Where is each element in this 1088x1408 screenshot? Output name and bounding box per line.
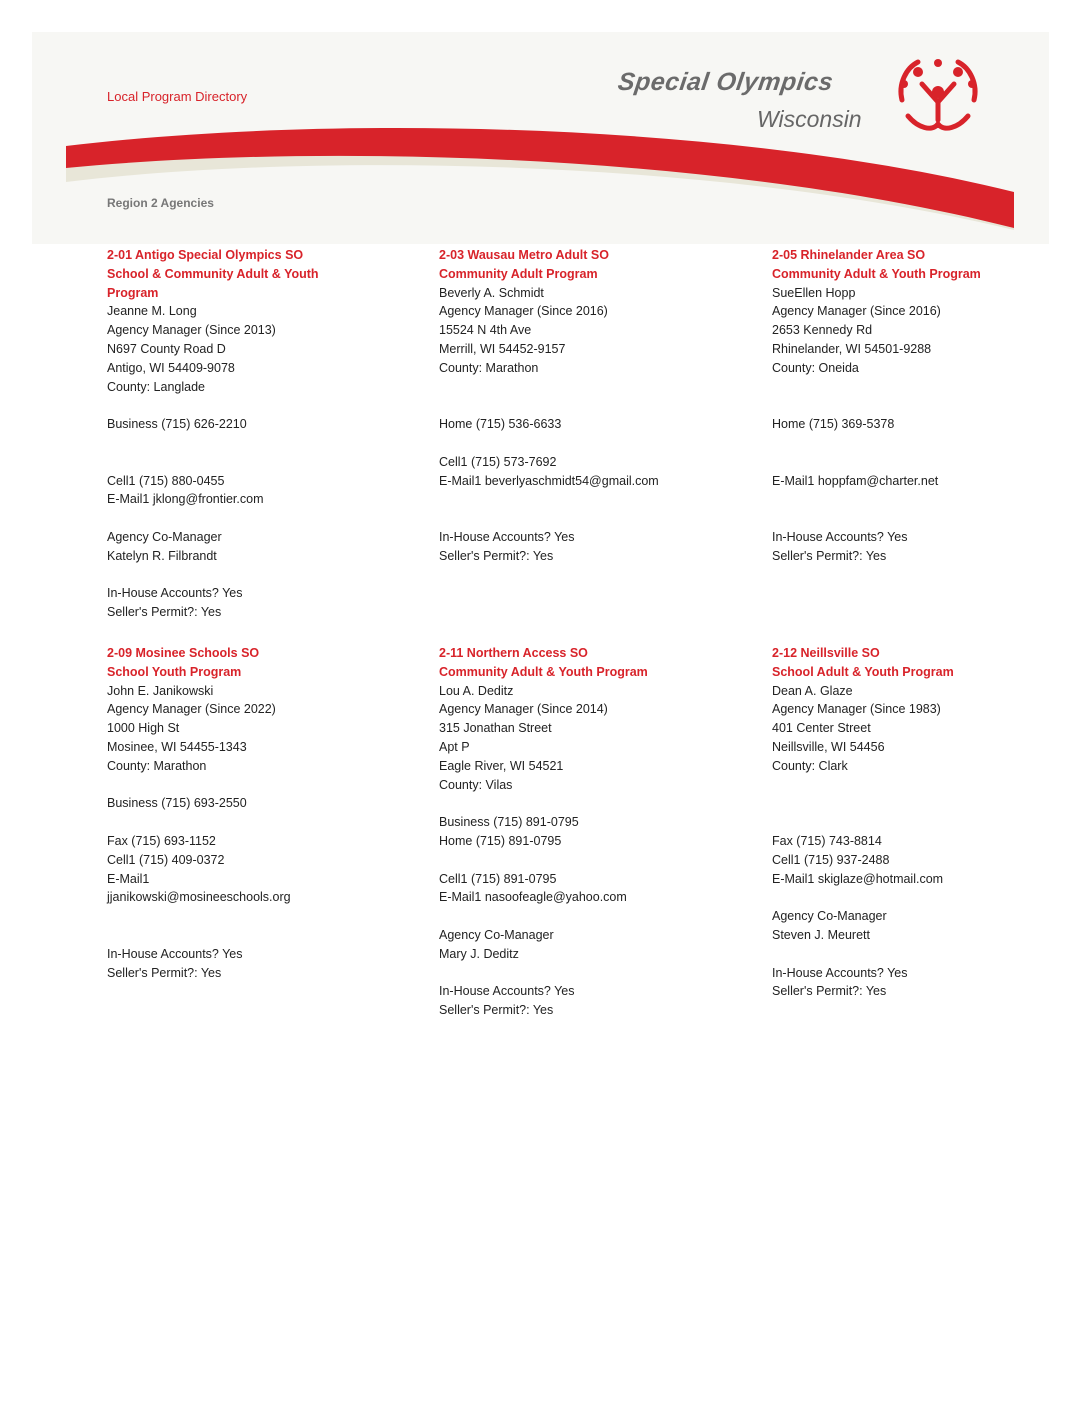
- agency-county: County: Langlade: [107, 379, 205, 394]
- agency-cell-phone: Cell1 (715) 409-0372: [107, 852, 225, 867]
- agency-comanager-title: Agency Co-Manager: [107, 529, 222, 544]
- agency-fax: Fax (715) 693-1152: [107, 833, 216, 848]
- agency-role: Agency Manager (Since 1983): [772, 702, 941, 717]
- agency-email-label: E-Mail1: [107, 871, 150, 886]
- agency-role: Agency Manager (Since 2022): [107, 702, 276, 717]
- agency-inhouse: In-House Accounts? Yes: [439, 984, 575, 999]
- agency-name: 2-12 Neillsville SO: [772, 646, 880, 660]
- agency-manager: Dean A. Glaze: [772, 683, 853, 698]
- agency-address: N697 County Road D: [107, 341, 226, 356]
- agency-card: [439, 644, 669, 1020]
- agency-business-phone: Business (715) 626-2210: [107, 417, 247, 432]
- agency-comanager-title: Agency Co-Manager: [772, 909, 887, 924]
- agency-cell-phone: Cell1 (715) 880-0455: [107, 473, 225, 488]
- agency-county: County: Marathon: [107, 758, 207, 773]
- region-title: Region 2 Agencies: [107, 196, 214, 210]
- agency-permit: Seller's Permit?: Yes: [439, 1003, 554, 1018]
- agency-program: Community Adult & Youth Program: [772, 266, 981, 281]
- agency-email[interactable]: E-Mail1 nasoofeagle@yahoo.com: [439, 890, 627, 905]
- agency-manager: Jeanne M. Long: [107, 304, 197, 319]
- agency-city: Mosinee, WI 54455-1343: [107, 739, 247, 754]
- agency-program: School Youth Program: [107, 664, 242, 679]
- agency-permit: Seller's Permit?: Yes: [772, 984, 887, 999]
- agency-program: School Adult & Youth Program: [772, 664, 954, 679]
- agency-address: 15524 N 4th Ave: [439, 323, 532, 338]
- agency-card: [107, 246, 337, 622]
- agency-county: County: Clark: [772, 758, 848, 773]
- agency-address: 315 Jonathan Street: [439, 721, 552, 736]
- agency-fax: Fax (715) 743-8814: [772, 833, 882, 848]
- agency-inhouse: In-House Accounts? Yes: [107, 586, 243, 601]
- agency-address: 2653 Kennedy Rd: [772, 323, 873, 338]
- agency-manager: Beverly A. Schmidt: [439, 285, 544, 300]
- agency-email[interactable]: E-Mail1 jklong@frontier.com: [107, 492, 264, 507]
- agency-address-2: Apt P: [439, 739, 470, 754]
- brand-name: Special Olympics: [616, 68, 836, 96]
- agency-name: 2-01 Antigo Special Olympics SO: [107, 248, 304, 262]
- agency-name: 2-03 Wausau Metro Adult SO: [439, 248, 609, 262]
- agency-email[interactable]: E-Mail1 skiglaze@hotmail.com: [772, 871, 944, 886]
- agency-comanager: Katelyn R. Filbrandt: [107, 548, 217, 563]
- agency-county: County: Marathon: [439, 360, 539, 375]
- agency-city: Merrill, WI 54452-9157: [439, 341, 566, 356]
- agency-role: Agency Manager (Since 2016): [439, 304, 608, 319]
- agency-county: County: Oneida: [772, 360, 859, 375]
- agency-city: Rhinelander, WI 54501-9288: [772, 341, 932, 356]
- agency-city: Antigo, WI 54409-9078: [107, 360, 235, 375]
- agency-role: Agency Manager (Since 2016): [772, 304, 941, 319]
- agency-inhouse: In-House Accounts? Yes: [772, 965, 908, 980]
- agency-cell-phone: Cell1 (715) 573-7692: [439, 454, 557, 469]
- agency-address: 1000 High St: [107, 721, 180, 736]
- agency-email[interactable]: E-Mail1 beverlyaschmidt54@gmail.com: [439, 473, 659, 488]
- agency-name: 2-09 Mosinee Schools SO: [107, 646, 260, 660]
- agency-manager: SueEllen Hopp: [772, 285, 856, 300]
- agency-city: Neillsville, WI 54456: [772, 739, 885, 754]
- agency-card: [107, 644, 337, 982]
- agency-business-phone: Business (715) 693-2550: [107, 796, 247, 811]
- page-header: [32, 32, 1049, 244]
- special-olympics-figure-icon: [892, 54, 984, 136]
- agency-comanager: Mary J. Deditz: [439, 946, 519, 961]
- agency-county: County: Vilas: [439, 777, 513, 792]
- agency-permit: Seller's Permit?: Yes: [107, 605, 222, 620]
- agency-program: Community Adult Program: [439, 266, 598, 281]
- directory-title: Local Program Directory: [107, 89, 248, 104]
- agency-permit: Seller's Permit?: Yes: [772, 548, 887, 563]
- agency-home-phone: Home (715) 369-5378: [772, 417, 895, 432]
- agency-home-phone: Home (715) 536-6633: [439, 417, 562, 432]
- agency-comanager-title: Agency Co-Manager: [439, 927, 554, 942]
- state-name: Wisconsin: [757, 106, 862, 132]
- agency-inhouse: In-House Accounts? Yes: [772, 529, 908, 544]
- agency-manager: John E. Janikowski: [107, 683, 214, 698]
- agency-city: Eagle River, WI 54521: [439, 758, 564, 773]
- agency-cell-phone: Cell1 (715) 891-0795: [439, 871, 557, 886]
- agency-program-cont: Program: [107, 285, 159, 300]
- agency-program: School & Community Adult & Youth: [107, 266, 319, 281]
- agency-name: 2-11 Northern Access SO: [439, 646, 588, 660]
- agency-email[interactable]: E-Mail1 hoppfam@charter.net: [772, 473, 939, 488]
- agency-permit: Seller's Permit?: Yes: [107, 965, 222, 980]
- agency-card: [772, 246, 1002, 566]
- agency-cell-phone: Cell1 (715) 937-2488: [772, 852, 890, 867]
- agency-name: 2-05 Rhinelander Area SO: [772, 248, 926, 262]
- agency-address: 401 Center Street: [772, 721, 871, 736]
- agency-email[interactable]: jjanikowski@mosineeschools.org: [107, 890, 291, 905]
- agency-manager: Lou A. Deditz: [439, 683, 514, 698]
- agency-comanager: Steven J. Meurett: [772, 927, 870, 942]
- agency-role: Agency Manager (Since 2013): [107, 323, 276, 338]
- agency-business-phone: Business (715) 891-0795: [439, 815, 579, 830]
- agency-home-phone: Home (715) 891-0795: [439, 833, 562, 848]
- agency-role: Agency Manager (Since 2014): [439, 702, 608, 717]
- agency-card: [439, 246, 669, 566]
- agency-inhouse: In-House Accounts? Yes: [439, 529, 575, 544]
- agency-permit: Seller's Permit?: Yes: [439, 548, 554, 563]
- agency-program: Community Adult & Youth Program: [439, 664, 648, 679]
- agency-inhouse: In-House Accounts? Yes: [107, 946, 243, 961]
- agency-card: [772, 644, 1002, 1001]
